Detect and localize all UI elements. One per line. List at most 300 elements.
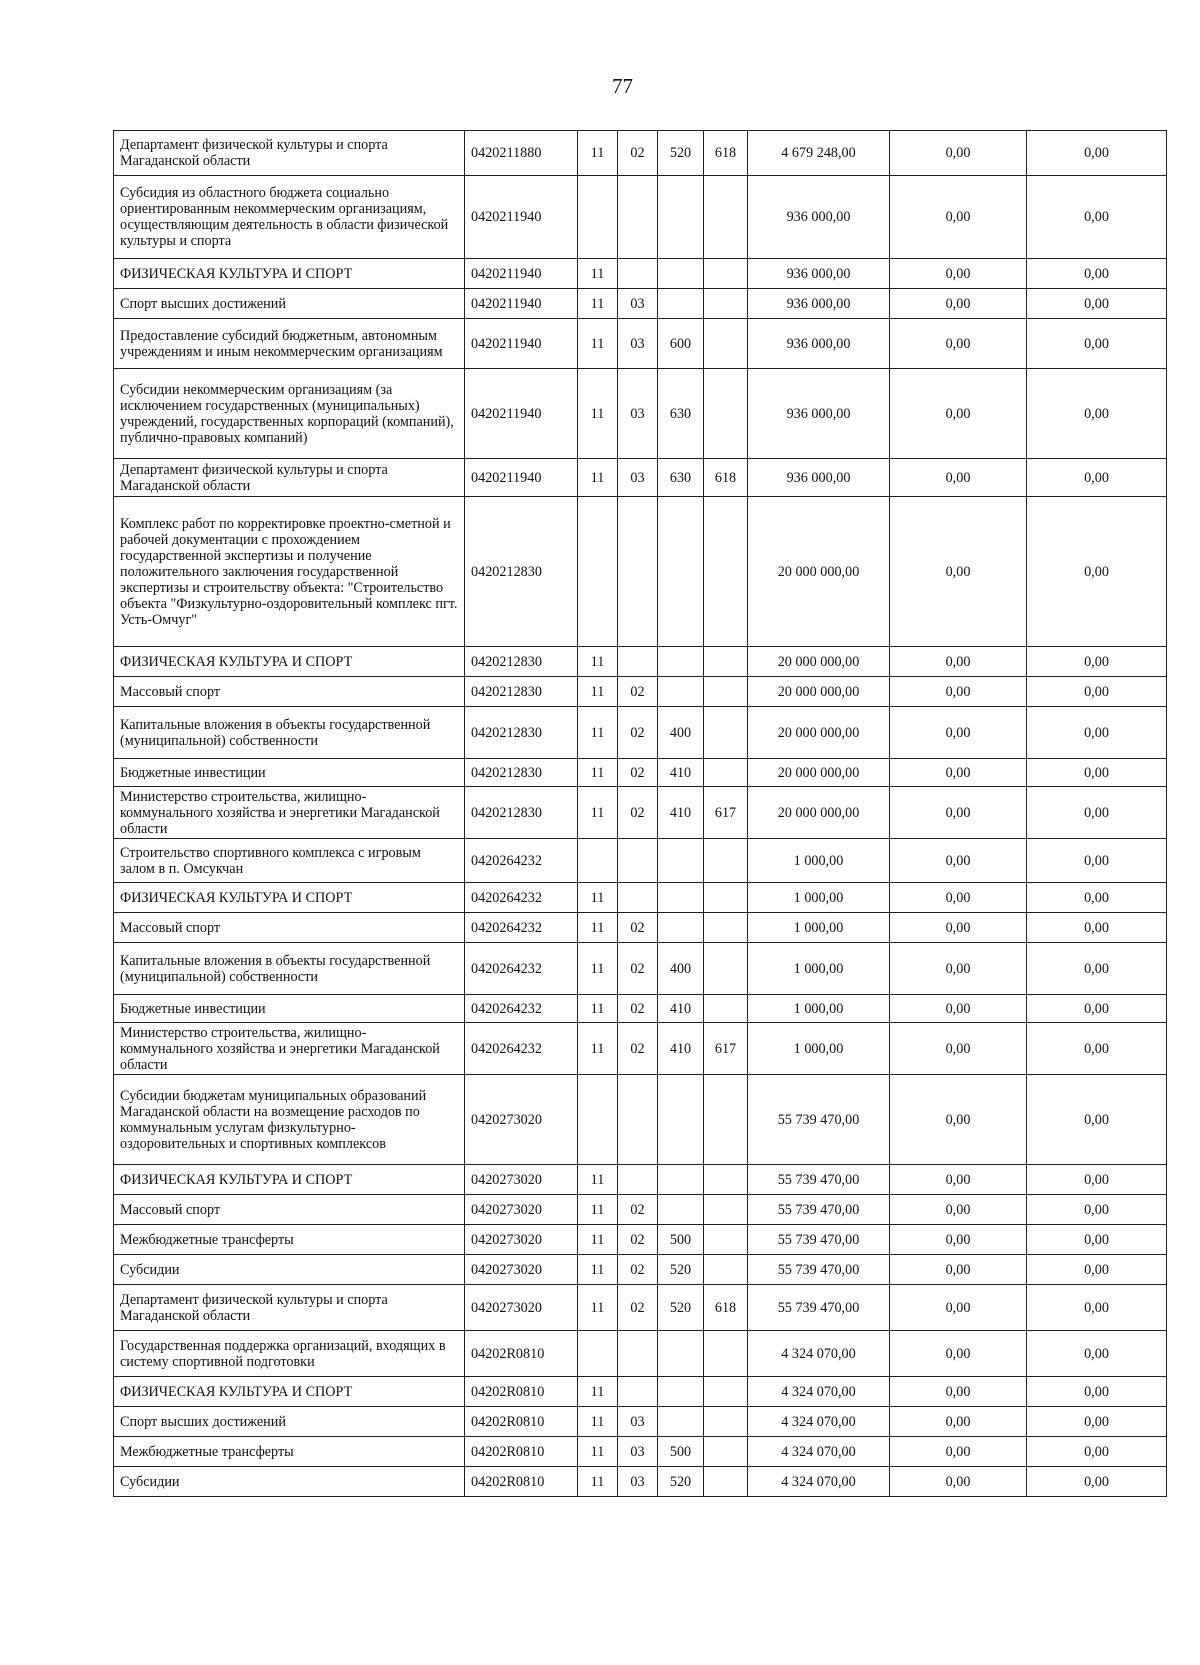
row-expense-type: 410	[658, 995, 704, 1023]
row-sum-year3: 0,00	[1027, 289, 1167, 319]
row-sum-year3: 0,00	[1027, 459, 1167, 497]
row-code: 0420211940	[465, 319, 578, 369]
row-sum-year1: 55 739 470,00	[748, 1165, 890, 1195]
row-expense-type: 500	[658, 1437, 704, 1467]
row-subsection: 02	[618, 131, 658, 176]
row-section: 11	[578, 1165, 618, 1195]
row-name: Субсидии некоммерческим организациям (за исключением государственных (муниципальных) учреждений, государственных корпораций (компаний), публично-правовых компаний)	[114, 369, 465, 459]
table-row	[114, 459, 1167, 497]
row-sum-year3: 0,00	[1027, 883, 1167, 913]
row-administrator	[704, 1075, 748, 1165]
row-section: 11	[578, 787, 618, 839]
row-sum-year3: 0,00	[1027, 913, 1167, 943]
table-row	[114, 369, 1167, 459]
table-row	[114, 1255, 1167, 1285]
row-subsection: 03	[618, 1437, 658, 1467]
row-section: 11	[578, 913, 618, 943]
row-administrator: 618	[704, 459, 748, 497]
table-row	[114, 1377, 1167, 1407]
row-code: 04202R0810	[465, 1331, 578, 1377]
row-code: 04202R0810	[465, 1407, 578, 1437]
table-row	[114, 707, 1167, 759]
row-administrator: 617	[704, 787, 748, 839]
row-expense-type	[658, 1165, 704, 1195]
row-name: Комплекс работ по корректировке проектно-сметной и рабочей документации с прохождением государственной экспертизы и получение положительного заключения государственной экспертизы и строительству объекта: "Строительство объекта "Физкультурно-оздоровительный комплекс пгт. Усть-Омчуг"	[114, 497, 465, 647]
row-subsection: 03	[618, 369, 658, 459]
row-sum-year2: 0,00	[890, 176, 1027, 259]
row-expense-type	[658, 1377, 704, 1407]
row-sum-year3: 0,00	[1027, 1437, 1167, 1467]
row-section: 11	[578, 647, 618, 677]
row-sum-year2: 0,00	[890, 707, 1027, 759]
row-sum-year3: 0,00	[1027, 497, 1167, 647]
table-row	[114, 176, 1167, 259]
row-section: 11	[578, 995, 618, 1023]
row-sum-year1: 55 739 470,00	[748, 1285, 890, 1331]
row-code: 0420212830	[465, 787, 578, 839]
row-administrator	[704, 839, 748, 883]
row-administrator	[704, 259, 748, 289]
row-subsection: 02	[618, 707, 658, 759]
row-code: 0420211940	[465, 369, 578, 459]
row-sum-year2: 0,00	[890, 1023, 1027, 1075]
row-administrator	[704, 913, 748, 943]
row-sum-year2: 0,00	[890, 677, 1027, 707]
row-sum-year1: 55 739 470,00	[748, 1225, 890, 1255]
row-sum-year3: 0,00	[1027, 787, 1167, 839]
row-code: 0420264232	[465, 883, 578, 913]
row-sum-year1: 55 739 470,00	[748, 1195, 890, 1225]
row-sum-year1: 936 000,00	[748, 369, 890, 459]
row-subsection: 03	[618, 459, 658, 497]
row-sum-year2: 0,00	[890, 459, 1027, 497]
row-subsection: 03	[618, 1467, 658, 1497]
row-section: 11	[578, 1225, 618, 1255]
row-sum-year2: 0,00	[890, 913, 1027, 943]
row-sum-year3: 0,00	[1027, 1195, 1167, 1225]
row-sum-year3: 0,00	[1027, 943, 1167, 995]
row-sum-year2: 0,00	[890, 1467, 1027, 1497]
row-name: Департамент физической культуры и спорта Магаданской области	[114, 131, 465, 176]
table-row	[114, 289, 1167, 319]
row-code: 0420264232	[465, 943, 578, 995]
row-name: Капитальные вложения в объекты государственной (муниципальной) собственности	[114, 943, 465, 995]
row-code: 0420211880	[465, 131, 578, 176]
row-expense-type: 410	[658, 787, 704, 839]
row-code: 0420273020	[465, 1225, 578, 1255]
row-subsection	[618, 1165, 658, 1195]
row-sum-year3: 0,00	[1027, 759, 1167, 787]
row-name: Массовый спорт	[114, 913, 465, 943]
row-section: 11	[578, 459, 618, 497]
row-sum-year2: 0,00	[890, 1331, 1027, 1377]
row-sum-year2: 0,00	[890, 259, 1027, 289]
row-code: 0420264232	[465, 1023, 578, 1075]
row-name: Бюджетные инвестиции	[114, 995, 465, 1023]
row-administrator	[704, 1437, 748, 1467]
row-name: Спорт высших достижений	[114, 289, 465, 319]
row-sum-year3: 0,00	[1027, 1165, 1167, 1195]
row-code: 0420211940	[465, 176, 578, 259]
row-subsection: 02	[618, 1225, 658, 1255]
row-expense-type	[658, 497, 704, 647]
row-subsection: 02	[618, 759, 658, 787]
row-sum-year3: 0,00	[1027, 319, 1167, 369]
row-section: 11	[578, 1255, 618, 1285]
row-section: 11	[578, 1285, 618, 1331]
row-expense-type: 400	[658, 943, 704, 995]
row-name: Министерство строительства, жилищно-коммунального хозяйства и энергетики Магаданской области	[114, 787, 465, 839]
row-sum-year2: 0,00	[890, 369, 1027, 459]
row-subsection	[618, 497, 658, 647]
table-row	[114, 1331, 1167, 1377]
row-administrator	[704, 759, 748, 787]
row-section: 11	[578, 759, 618, 787]
row-subsection: 02	[618, 1255, 658, 1285]
table-row	[114, 883, 1167, 913]
row-sum-year3: 0,00	[1027, 1075, 1167, 1165]
row-sum-year1: 936 000,00	[748, 319, 890, 369]
row-sum-year1: 4 324 070,00	[748, 1407, 890, 1437]
row-sum-year3: 0,00	[1027, 1407, 1167, 1437]
row-expense-type	[658, 1407, 704, 1437]
row-section: 11	[578, 1195, 618, 1225]
row-administrator	[704, 289, 748, 319]
row-name: ФИЗИЧЕСКАЯ КУЛЬТУРА И СПОРТ	[114, 647, 465, 677]
row-name: Межбюджетные трансферты	[114, 1437, 465, 1467]
row-name: ФИЗИЧЕСКАЯ КУЛЬТУРА И СПОРТ	[114, 259, 465, 289]
table-row	[114, 943, 1167, 995]
row-code: 0420212830	[465, 707, 578, 759]
row-expense-type: 410	[658, 759, 704, 787]
row-expense-type: 400	[658, 707, 704, 759]
row-section	[578, 176, 618, 259]
table-row	[114, 995, 1167, 1023]
row-sum-year3: 0,00	[1027, 647, 1167, 677]
row-sum-year1: 20 000 000,00	[748, 759, 890, 787]
row-subsection: 02	[618, 1195, 658, 1225]
row-subsection	[618, 1075, 658, 1165]
row-expense-type	[658, 913, 704, 943]
row-subsection	[618, 1331, 658, 1377]
row-sum-year2: 0,00	[890, 883, 1027, 913]
row-sum-year3: 0,00	[1027, 369, 1167, 459]
row-sum-year1: 936 000,00	[748, 259, 890, 289]
table-row	[114, 913, 1167, 943]
row-name: Капитальные вложения в объекты государственной (муниципальной) собственности	[114, 707, 465, 759]
row-sum-year2: 0,00	[890, 319, 1027, 369]
table-row	[114, 1467, 1167, 1497]
row-code: 0420212830	[465, 759, 578, 787]
table-row	[114, 647, 1167, 677]
row-sum-year2: 0,00	[890, 131, 1027, 176]
row-expense-type	[658, 289, 704, 319]
row-section	[578, 497, 618, 647]
row-section: 11	[578, 319, 618, 369]
table-row	[114, 1225, 1167, 1255]
row-section: 11	[578, 1467, 618, 1497]
row-administrator	[704, 369, 748, 459]
row-expense-type	[658, 883, 704, 913]
row-sum-year1: 4 324 070,00	[748, 1331, 890, 1377]
row-expense-type	[658, 259, 704, 289]
row-sum-year2: 0,00	[890, 289, 1027, 319]
table-row	[114, 319, 1167, 369]
row-subsection	[618, 1377, 658, 1407]
row-sum-year3: 0,00	[1027, 1377, 1167, 1407]
row-sum-year3: 0,00	[1027, 1285, 1167, 1331]
row-subsection: 02	[618, 1023, 658, 1075]
row-section: 11	[578, 1407, 618, 1437]
table-row	[114, 497, 1167, 647]
budget-table	[113, 130, 1167, 1497]
row-section: 11	[578, 369, 618, 459]
row-sum-year2: 0,00	[890, 839, 1027, 883]
row-expense-type: 500	[658, 1225, 704, 1255]
row-sum-year2: 0,00	[890, 1285, 1027, 1331]
page-number: 77	[612, 74, 633, 98]
row-subsection: 02	[618, 787, 658, 839]
row-administrator	[704, 1255, 748, 1285]
row-code: 0420211940	[465, 459, 578, 497]
row-section: 11	[578, 259, 618, 289]
row-section	[578, 1075, 618, 1165]
row-section: 11	[578, 1437, 618, 1467]
row-sum-year1: 55 739 470,00	[748, 1075, 890, 1165]
row-administrator	[704, 707, 748, 759]
row-code: 0420273020	[465, 1165, 578, 1195]
row-subsection	[618, 647, 658, 677]
row-code: 0420212830	[465, 677, 578, 707]
row-sum-year2: 0,00	[890, 1195, 1027, 1225]
table-row	[114, 1437, 1167, 1467]
row-sum-year3: 0,00	[1027, 176, 1167, 259]
row-subsection: 02	[618, 943, 658, 995]
row-sum-year1: 55 739 470,00	[748, 1255, 890, 1285]
table-row	[114, 1407, 1167, 1437]
row-expense-type: 600	[658, 319, 704, 369]
row-name: Строительство спортивного комплекса с игровым залом в п. Омсукчан	[114, 839, 465, 883]
row-administrator	[704, 883, 748, 913]
row-administrator: 618	[704, 1285, 748, 1331]
row-sum-year1: 4 324 070,00	[748, 1437, 890, 1467]
row-code: 04202R0810	[465, 1437, 578, 1467]
row-section	[578, 839, 618, 883]
table-row	[114, 839, 1167, 883]
row-subsection: 02	[618, 995, 658, 1023]
table-body	[114, 131, 1167, 1497]
row-code: 0420211940	[465, 289, 578, 319]
row-name: ФИЗИЧЕСКАЯ КУЛЬТУРА И СПОРТ	[114, 1165, 465, 1195]
row-code: 04202R0810	[465, 1377, 578, 1407]
row-subsection: 02	[618, 677, 658, 707]
row-sum-year3: 0,00	[1027, 995, 1167, 1023]
row-name: Департамент физической культуры и спорта Магаданской области	[114, 1285, 465, 1331]
row-sum-year3: 0,00	[1027, 1331, 1167, 1377]
row-administrator	[704, 176, 748, 259]
row-administrator	[704, 1331, 748, 1377]
table-row	[114, 787, 1167, 839]
row-administrator	[704, 497, 748, 647]
row-expense-type	[658, 647, 704, 677]
row-sum-year2: 0,00	[890, 1407, 1027, 1437]
table-row	[114, 1075, 1167, 1165]
row-subsection	[618, 883, 658, 913]
row-administrator	[704, 1165, 748, 1195]
table-row	[114, 677, 1167, 707]
row-administrator	[704, 677, 748, 707]
row-sum-year2: 0,00	[890, 647, 1027, 677]
row-name: Межбюджетные трансферты	[114, 1225, 465, 1255]
row-section	[578, 1331, 618, 1377]
row-expense-type: 410	[658, 1023, 704, 1075]
row-sum-year1: 1 000,00	[748, 995, 890, 1023]
row-subsection: 02	[618, 913, 658, 943]
table-row	[114, 1165, 1167, 1195]
row-section: 11	[578, 677, 618, 707]
row-expense-type: 630	[658, 459, 704, 497]
table-row	[114, 131, 1167, 176]
row-administrator	[704, 995, 748, 1023]
row-expense-type	[658, 1331, 704, 1377]
row-name: Департамент физической культуры и спорта Магаданской области	[114, 459, 465, 497]
row-administrator	[704, 1467, 748, 1497]
row-code: 0420264232	[465, 839, 578, 883]
row-sum-year1: 4 679 248,00	[748, 131, 890, 176]
row-subsection: 02	[618, 1285, 658, 1331]
row-name: Предоставление субсидий бюджетным, автономным учреждениям и иным некоммерческим организациям	[114, 319, 465, 369]
row-sum-year1: 4 324 070,00	[748, 1377, 890, 1407]
row-name: Бюджетные инвестиции	[114, 759, 465, 787]
row-name: Субсидии	[114, 1255, 465, 1285]
row-administrator: 617	[704, 1023, 748, 1075]
row-subsection	[618, 176, 658, 259]
row-sum-year2: 0,00	[890, 497, 1027, 647]
row-administrator	[704, 647, 748, 677]
row-code: 0420273020	[465, 1075, 578, 1165]
row-sum-year3: 0,00	[1027, 259, 1167, 289]
row-section: 11	[578, 289, 618, 319]
row-administrator	[704, 1377, 748, 1407]
row-code: 0420273020	[465, 1285, 578, 1331]
row-sum-year2: 0,00	[890, 1165, 1027, 1195]
row-administrator	[704, 1225, 748, 1255]
row-sum-year1: 936 000,00	[748, 289, 890, 319]
row-subsection	[618, 259, 658, 289]
row-name: Массовый спорт	[114, 1195, 465, 1225]
row-sum-year2: 0,00	[890, 759, 1027, 787]
row-name: Государственная поддержка организаций, входящих в систему спортивной подготовки	[114, 1331, 465, 1377]
row-sum-year1: 1 000,00	[748, 1023, 890, 1075]
row-sum-year2: 0,00	[890, 787, 1027, 839]
row-section: 11	[578, 943, 618, 995]
row-code: 04202R0810	[465, 1467, 578, 1497]
row-name: Спорт высших достижений	[114, 1407, 465, 1437]
row-sum-year1: 20 000 000,00	[748, 497, 890, 647]
row-name: ФИЗИЧЕСКАЯ КУЛЬТУРА И СПОРТ	[114, 883, 465, 913]
row-name: Субсидии	[114, 1467, 465, 1497]
row-section: 11	[578, 1023, 618, 1075]
table-row	[114, 1023, 1167, 1075]
row-expense-type	[658, 1195, 704, 1225]
row-expense-type: 520	[658, 1285, 704, 1331]
row-administrator	[704, 1407, 748, 1437]
row-sum-year3: 0,00	[1027, 1467, 1167, 1497]
row-sum-year1: 1 000,00	[748, 943, 890, 995]
row-expense-type: 630	[658, 369, 704, 459]
row-sum-year1: 1 000,00	[748, 883, 890, 913]
row-sum-year1: 20 000 000,00	[748, 707, 890, 759]
row-sum-year2: 0,00	[890, 1437, 1027, 1467]
table-row	[114, 259, 1167, 289]
row-administrator	[704, 319, 748, 369]
row-expense-type	[658, 176, 704, 259]
row-sum-year2: 0,00	[890, 1225, 1027, 1255]
row-section: 11	[578, 883, 618, 913]
row-sum-year3: 0,00	[1027, 677, 1167, 707]
row-sum-year3: 0,00	[1027, 131, 1167, 176]
row-code: 0420212830	[465, 497, 578, 647]
row-sum-year1: 20 000 000,00	[748, 647, 890, 677]
row-code: 0420273020	[465, 1195, 578, 1225]
row-administrator: 618	[704, 131, 748, 176]
row-section: 11	[578, 131, 618, 176]
row-expense-type: 520	[658, 131, 704, 176]
row-code: 0420264232	[465, 995, 578, 1023]
row-sum-year3: 0,00	[1027, 839, 1167, 883]
row-code: 0420212830	[465, 647, 578, 677]
row-section: 11	[578, 1377, 618, 1407]
row-sum-year3: 0,00	[1027, 1255, 1167, 1285]
row-expense-type	[658, 839, 704, 883]
row-name: ФИЗИЧЕСКАЯ КУЛЬТУРА И СПОРТ	[114, 1377, 465, 1407]
row-sum-year2: 0,00	[890, 1255, 1027, 1285]
row-expense-type	[658, 1075, 704, 1165]
row-administrator	[704, 943, 748, 995]
row-sum-year2: 0,00	[890, 995, 1027, 1023]
table-row	[114, 1285, 1167, 1331]
row-code: 0420211940	[465, 259, 578, 289]
row-sum-year2: 0,00	[890, 943, 1027, 995]
row-code: 0420264232	[465, 913, 578, 943]
table-row	[114, 1195, 1167, 1225]
row-sum-year1: 4 324 070,00	[748, 1467, 890, 1497]
row-sum-year1: 20 000 000,00	[748, 787, 890, 839]
row-sum-year1: 1 000,00	[748, 839, 890, 883]
row-expense-type: 520	[658, 1467, 704, 1497]
row-subsection: 03	[618, 1407, 658, 1437]
row-expense-type	[658, 677, 704, 707]
row-subsection: 03	[618, 289, 658, 319]
row-sum-year3: 0,00	[1027, 1225, 1167, 1255]
row-sum-year1: 1 000,00	[748, 913, 890, 943]
row-name: Субсидия из областного бюджета социально ориентированным некоммерческим организациям, осуществляющим деятельность в области физической культуры и спорта	[114, 176, 465, 259]
row-sum-year2: 0,00	[890, 1377, 1027, 1407]
row-subsection: 03	[618, 319, 658, 369]
table-row	[114, 759, 1167, 787]
row-sum-year3: 0,00	[1027, 1023, 1167, 1075]
row-expense-type: 520	[658, 1255, 704, 1285]
row-subsection	[618, 839, 658, 883]
row-sum-year1: 20 000 000,00	[748, 677, 890, 707]
row-administrator	[704, 1195, 748, 1225]
row-name: Массовый спорт	[114, 677, 465, 707]
row-sum-year1: 936 000,00	[748, 176, 890, 259]
row-sum-year1: 936 000,00	[748, 459, 890, 497]
row-section: 11	[578, 707, 618, 759]
row-code: 0420273020	[465, 1255, 578, 1285]
row-sum-year2: 0,00	[890, 1075, 1027, 1165]
